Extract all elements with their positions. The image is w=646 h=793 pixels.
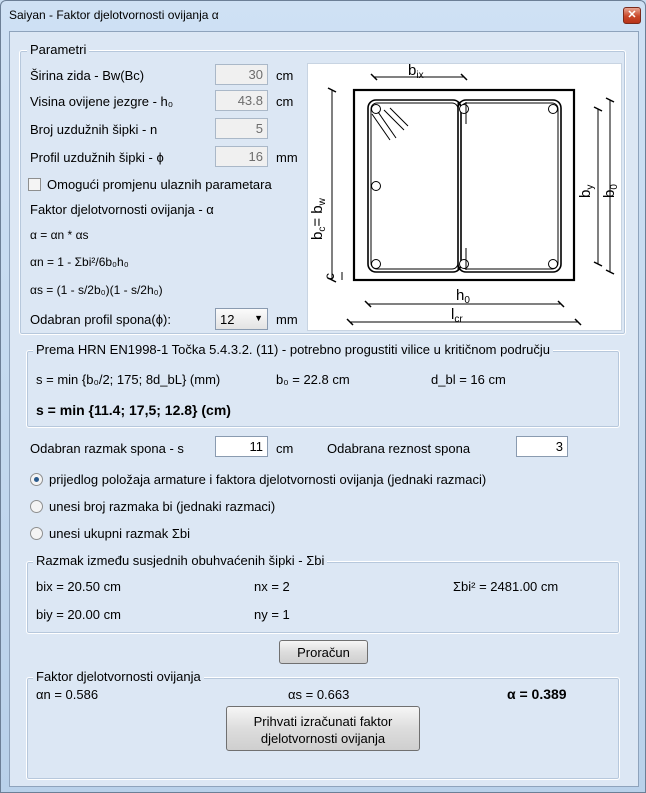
formula-an: αn = 1 - Σbi²/6b₀h₀ xyxy=(30,255,129,269)
broj-label: Broj uzdužnih šipki - n xyxy=(30,122,158,137)
sipke-nx: nx = 2 xyxy=(254,579,290,594)
prihvati-button-line2: djelotvornosti ovijanja xyxy=(260,731,386,746)
label-bix: $b_{ix}$ xyxy=(408,64,424,81)
sirina-label: Širina zida - Bw(Bc) xyxy=(30,68,145,83)
section-drawing xyxy=(308,64,621,330)
profil-spona-value: 12 xyxy=(220,312,235,327)
profil-sipki-unit: mm xyxy=(276,150,298,165)
radio-broj-razmaka[interactable] xyxy=(30,500,43,513)
visina-label: Visina ovijene jezgre - h₀ xyxy=(30,94,174,109)
razmak-unit: cm xyxy=(276,441,294,456)
sipke-ny: ny = 1 xyxy=(254,607,290,622)
label-bc-bw: $b_c= b_w$ xyxy=(309,198,328,240)
proracun-button[interactable]: Proračun xyxy=(279,640,368,664)
label-b0: $b_0$ xyxy=(601,184,620,198)
close-icon[interactable]: ✕ xyxy=(623,7,641,24)
section-diagram xyxy=(307,63,622,331)
sirina-field[interactable]: 30 xyxy=(215,64,268,85)
sipke-biy: biy = 20.00 cm xyxy=(36,607,121,622)
label-h0: $h_0$ xyxy=(456,287,470,306)
profil-sipki-field[interactable]: 16 xyxy=(215,146,268,167)
sirina-unit: cm xyxy=(276,68,294,83)
reznost-input[interactable]: 3 xyxy=(516,436,568,457)
radio-prijedlog-label: prijedlog položaja armature i faktora djelotvornosti ovijanja (jednaki razmaci) xyxy=(49,472,487,487)
parametri-legend: Parametri xyxy=(27,42,89,57)
sipke-legend: Razmak između susjednih obuhvaćenih šipki - Σbi xyxy=(33,553,327,568)
sipke-group xyxy=(26,561,620,634)
profil-spona-unit: mm xyxy=(276,312,298,327)
hrn-dbl: d_bl = 16 cm xyxy=(431,372,506,387)
chevron-down-icon: ▼ xyxy=(254,313,263,323)
hrn-formula: s = min {b₀/2; 175; 8d_bL} (mm) xyxy=(36,372,221,387)
faktor-alpha: α = 0.389 xyxy=(507,686,567,702)
faktor-as: αs = 0.663 xyxy=(288,687,350,702)
profil-sipki-label: Profil uzdužnih šipki - ϕ xyxy=(30,150,164,165)
radio-prijedlog[interactable] xyxy=(30,473,43,486)
prihvati-button-line1: Prihvati izračunati faktor xyxy=(253,714,393,729)
faktor-title: Faktor djelotvornosti ovijanja - α xyxy=(30,202,214,217)
omoguci-label: Omogući promjenu ulaznih parametara xyxy=(47,177,272,192)
sipke-sumbi: Σbi² = 2481.00 cm xyxy=(453,579,559,594)
label-c: c xyxy=(321,273,337,280)
formula-alpha: α = αn * αs xyxy=(30,228,89,242)
hrn-legend: Prema HRN EN1998-1 Točka 5.4.3.2. (11) - potrebno progustiti vilice u kritičnom području xyxy=(33,342,553,357)
client-area xyxy=(9,31,639,787)
profil-spona-label: Odabran profil spona(ϕ): xyxy=(30,312,171,327)
razmak-input[interactable]: 11 xyxy=(215,436,268,457)
reznost-label: Odabrana reznost spona xyxy=(327,441,471,456)
visina-unit: cm xyxy=(276,94,294,109)
radio-ukupni-razmak-label: unesi ukupni razmak Σbi xyxy=(49,526,190,541)
visina-field[interactable]: 43.8 xyxy=(215,90,268,111)
title-bar[interactable] xyxy=(1,1,645,29)
razmak-label: Odabran razmak spona - s xyxy=(30,441,184,456)
broj-field[interactable]: 5 xyxy=(215,118,268,139)
hrn-result: s = min {11.4; 17,5; 12.8} (cm) xyxy=(36,402,231,418)
label-by: $b_y$ xyxy=(577,184,596,198)
sipke-bix: bix = 20.50 cm xyxy=(36,579,121,594)
radio-ukupni-razmak[interactable] xyxy=(30,527,43,540)
radio-broj-razmaka-label: unesi broj razmaka bi (jednaki razmaci) xyxy=(49,499,276,514)
profil-spona-select[interactable] xyxy=(215,308,268,330)
window-title: Saiyan - Faktor djelotvornosti ovijanja α xyxy=(9,8,219,22)
label-lcr: $l_{cr}$ xyxy=(451,306,463,325)
hrn-b0: b₀ = 22.8 cm xyxy=(276,372,350,387)
faktor-legend: Faktor djelotvornosti ovijanja xyxy=(33,669,204,684)
prihvati-button[interactable] xyxy=(226,706,420,751)
omoguci-checkbox[interactable] xyxy=(28,178,41,191)
formula-as: αs = (1 - s/2b₀)(1 - s/2h₀) xyxy=(30,283,163,297)
faktor-an: αn = 0.586 xyxy=(36,687,99,702)
